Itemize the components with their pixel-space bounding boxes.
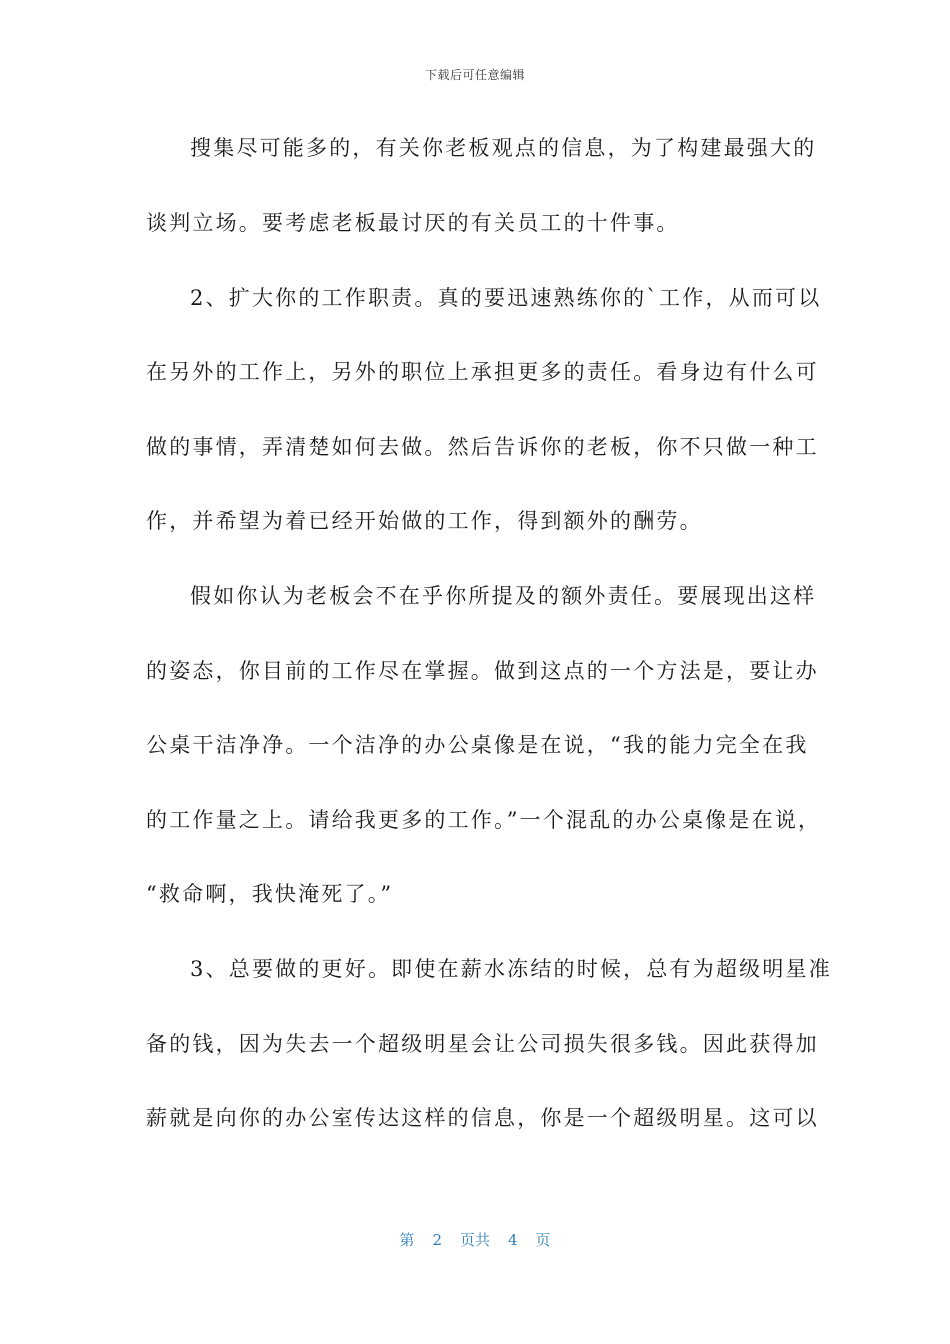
- footer-page-label: 第: [399, 1231, 415, 1249]
- footer-total-pages: 4: [508, 1231, 518, 1249]
- body-line: 搜集尽可能多的，有关你老板观点的信息，为了构建最强大的: [190, 136, 817, 160]
- footer-total-suffix: 页: [535, 1231, 551, 1249]
- body-line: 在另外的工作上，另外的职位上承担更多的责任。看身边有什么可: [146, 360, 819, 384]
- body-line: 假如你认为老板会不在乎你所提及的额外责任。要展现出这样: [190, 584, 817, 608]
- body-line: 3、总要做的更好。即使在薪水冻结的时候，总有为超级明星准: [190, 957, 832, 981]
- body-line: 备的钱，因为失去一个超级明星会让公司损失很多钱。因此获得加: [146, 1032, 819, 1056]
- footer-page-number: 2: [432, 1231, 442, 1249]
- body-line: 谈判立场。要考虑老板最讨厌的有关员工的十件事。: [146, 211, 680, 235]
- body-line: “救命啊，我快淹死了。”: [146, 882, 394, 906]
- page-header: 下载后可任意编辑: [424, 68, 525, 82]
- body-line: 的工作量之上。请给我更多的工作。”一个混乱的办公桌像是在说，: [146, 808, 822, 832]
- body-line: 作，并希望为着已经开始做的工作，得到额外的酬劳。: [146, 509, 703, 533]
- body-line: 薪就是向你的办公室传达这样的信息，你是一个超级明星。这可以: [146, 1106, 819, 1130]
- body-line: 的姿态，你目前的工作尽在掌握。做到这点的一个方法是，要让办: [146, 659, 819, 683]
- footer-total-prefix: 页共: [459, 1231, 490, 1249]
- body-line: 公桌干洁净净。一个洁净的办公桌像是在说，“我的能力完全在我: [146, 733, 809, 757]
- body-line: 做的事情，弄清楚如何去做。然后告诉你的老板，你不只做一种工: [146, 435, 819, 459]
- body-line: 2、扩大你的工作职责。真的要迅速熟练你的`工作，从而可以: [190, 286, 822, 310]
- page-footer: [0, 1229, 950, 1250]
